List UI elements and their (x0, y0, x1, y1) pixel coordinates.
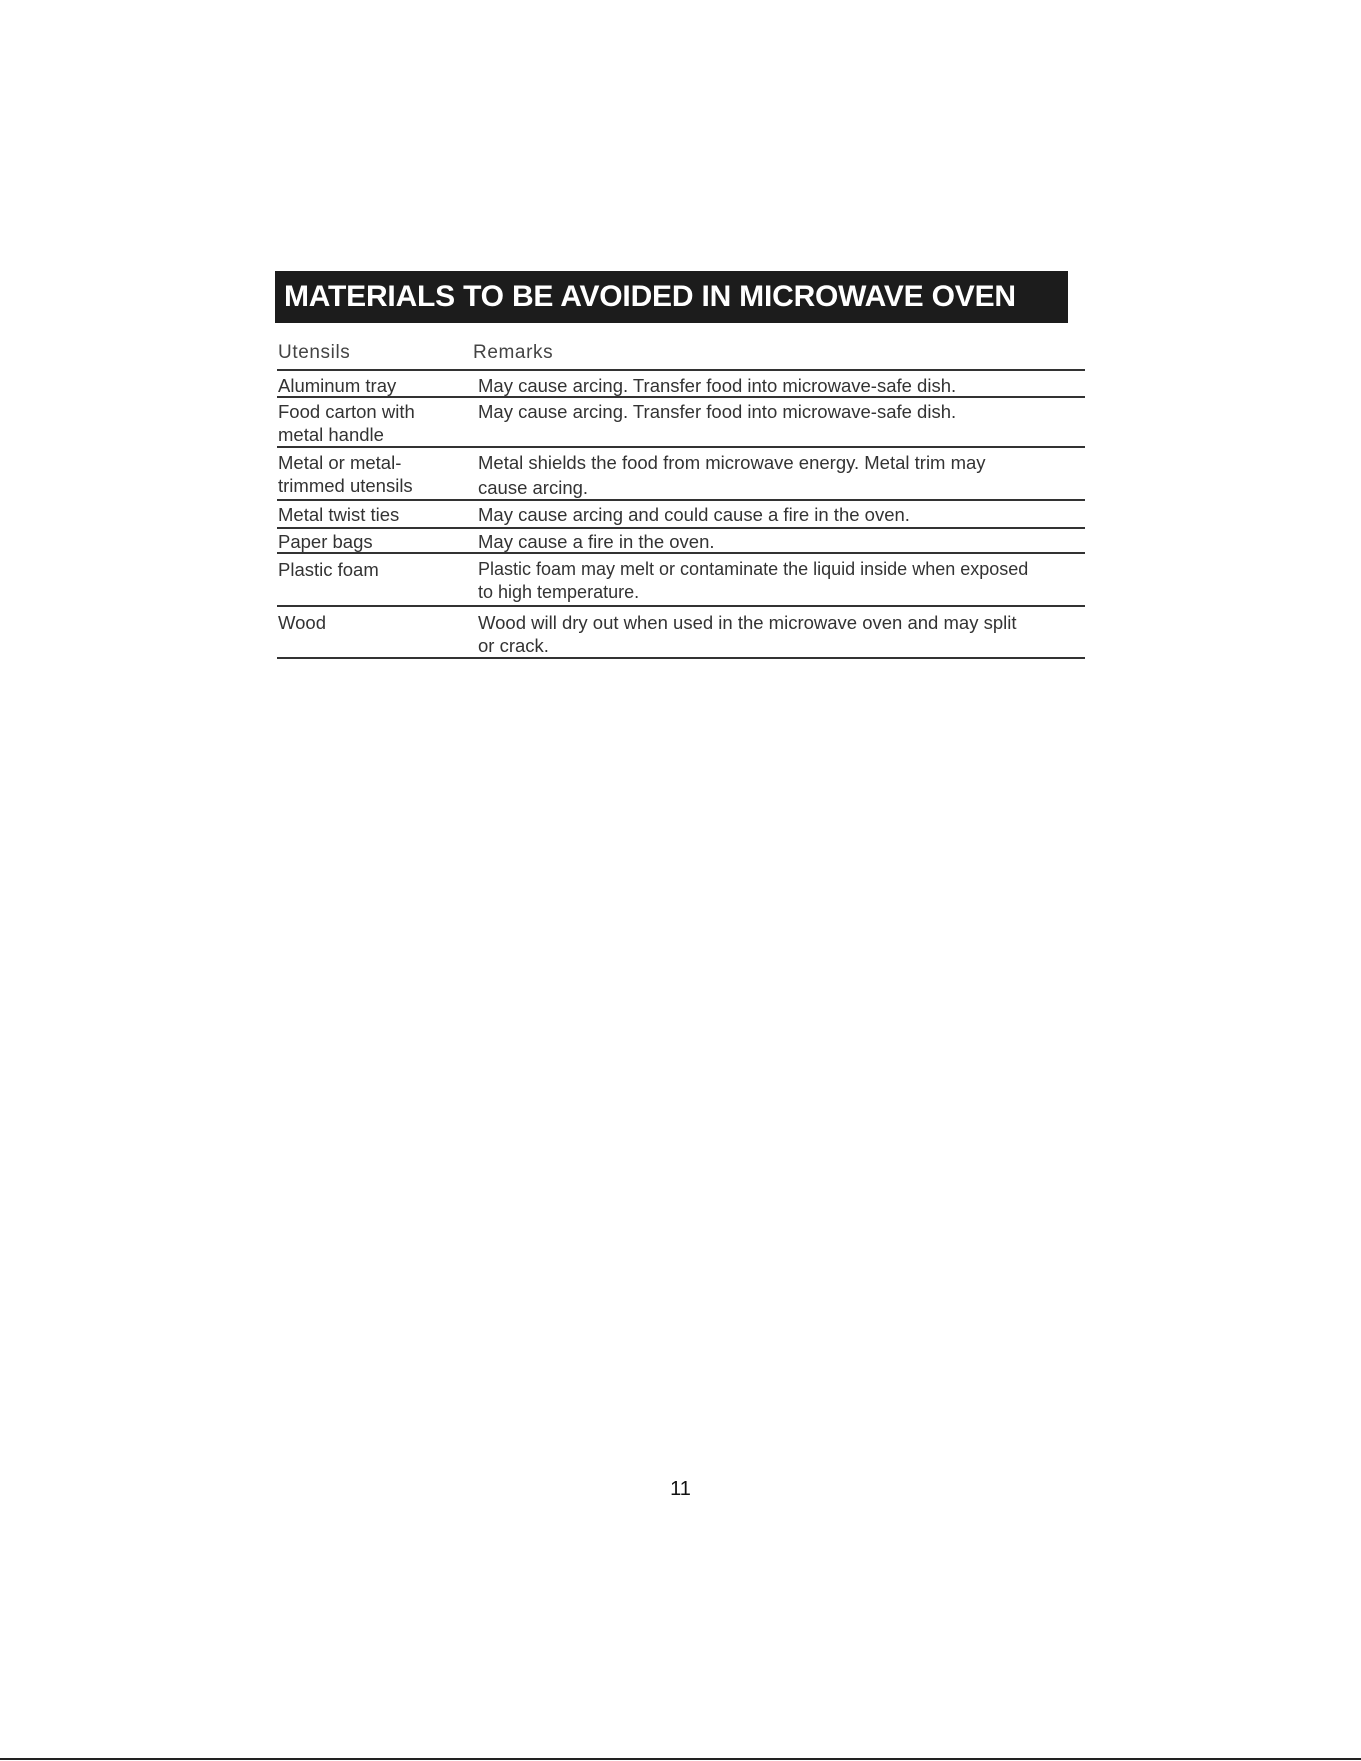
table-row (277, 607, 1085, 659)
table-row (277, 529, 1085, 554)
remark-line: Wood will dry out when used in the microwave oven and may split (478, 612, 1017, 633)
utensil-cell (277, 451, 478, 499)
materials-table (277, 336, 1085, 659)
utensil-cell (277, 530, 478, 552)
remark-line: May cause arcing. Transfer food into microwave-safe dish. (478, 375, 957, 396)
utensil-line: Food carton with (278, 401, 415, 422)
remark-cell (478, 503, 1085, 527)
table-row (277, 448, 1085, 501)
utensil-cell (277, 400, 478, 446)
utensil-line: Wood (278, 612, 326, 633)
page-bottom-rule (0, 1758, 1361, 1760)
remark-cell (478, 374, 1085, 396)
remark-line: May cause a fire in the oven. (478, 531, 715, 552)
utensil-cell (277, 503, 478, 527)
remark-cell (478, 611, 1085, 657)
utensil-line: Metal twist ties (278, 504, 400, 525)
remark-cell (478, 530, 1085, 552)
remark-cell (478, 451, 1085, 499)
remark-cell (478, 558, 1085, 605)
section-title: MATERIALS TO BE AVOIDED IN MICROWAVE OVEN (275, 271, 1068, 323)
page-number: 11 (670, 1478, 691, 1500)
utensil-line: Aluminum tray (278, 375, 397, 396)
utensil-line: trimmed utensils (278, 475, 413, 496)
remark-line: May cause arcing. Transfer food into microwave-safe dish. (478, 401, 957, 422)
utensil-line: Plastic foam (278, 559, 379, 580)
table-header (277, 336, 1085, 371)
utensil-line: Metal or metal- (278, 452, 402, 473)
table-row (277, 398, 1085, 448)
table-row (277, 371, 1085, 398)
remark-line: or crack. (478, 635, 549, 656)
table-row (277, 554, 1085, 607)
remark-line: to high temperature. (478, 582, 640, 602)
utensil-cell (277, 558, 478, 605)
table-row (277, 501, 1085, 529)
utensil-cell (277, 611, 478, 657)
remark-line: Plastic foam may melt or contaminate the liquid inside when exposed (478, 559, 1029, 579)
remark-cell (478, 400, 1085, 446)
remark-line: cause arcing. (478, 477, 589, 498)
utensil-line: metal handle (278, 424, 384, 445)
header-remarks: Remarks (473, 342, 554, 363)
header-utensils: Utensils (278, 342, 351, 363)
utensil-line: Paper bags (278, 531, 373, 552)
utensil-cell (277, 374, 478, 396)
remark-line: May cause arcing and could cause a fire in the oven. (478, 504, 910, 525)
remark-line: Metal shields the food from microwave energy. Metal trim may (478, 452, 986, 473)
